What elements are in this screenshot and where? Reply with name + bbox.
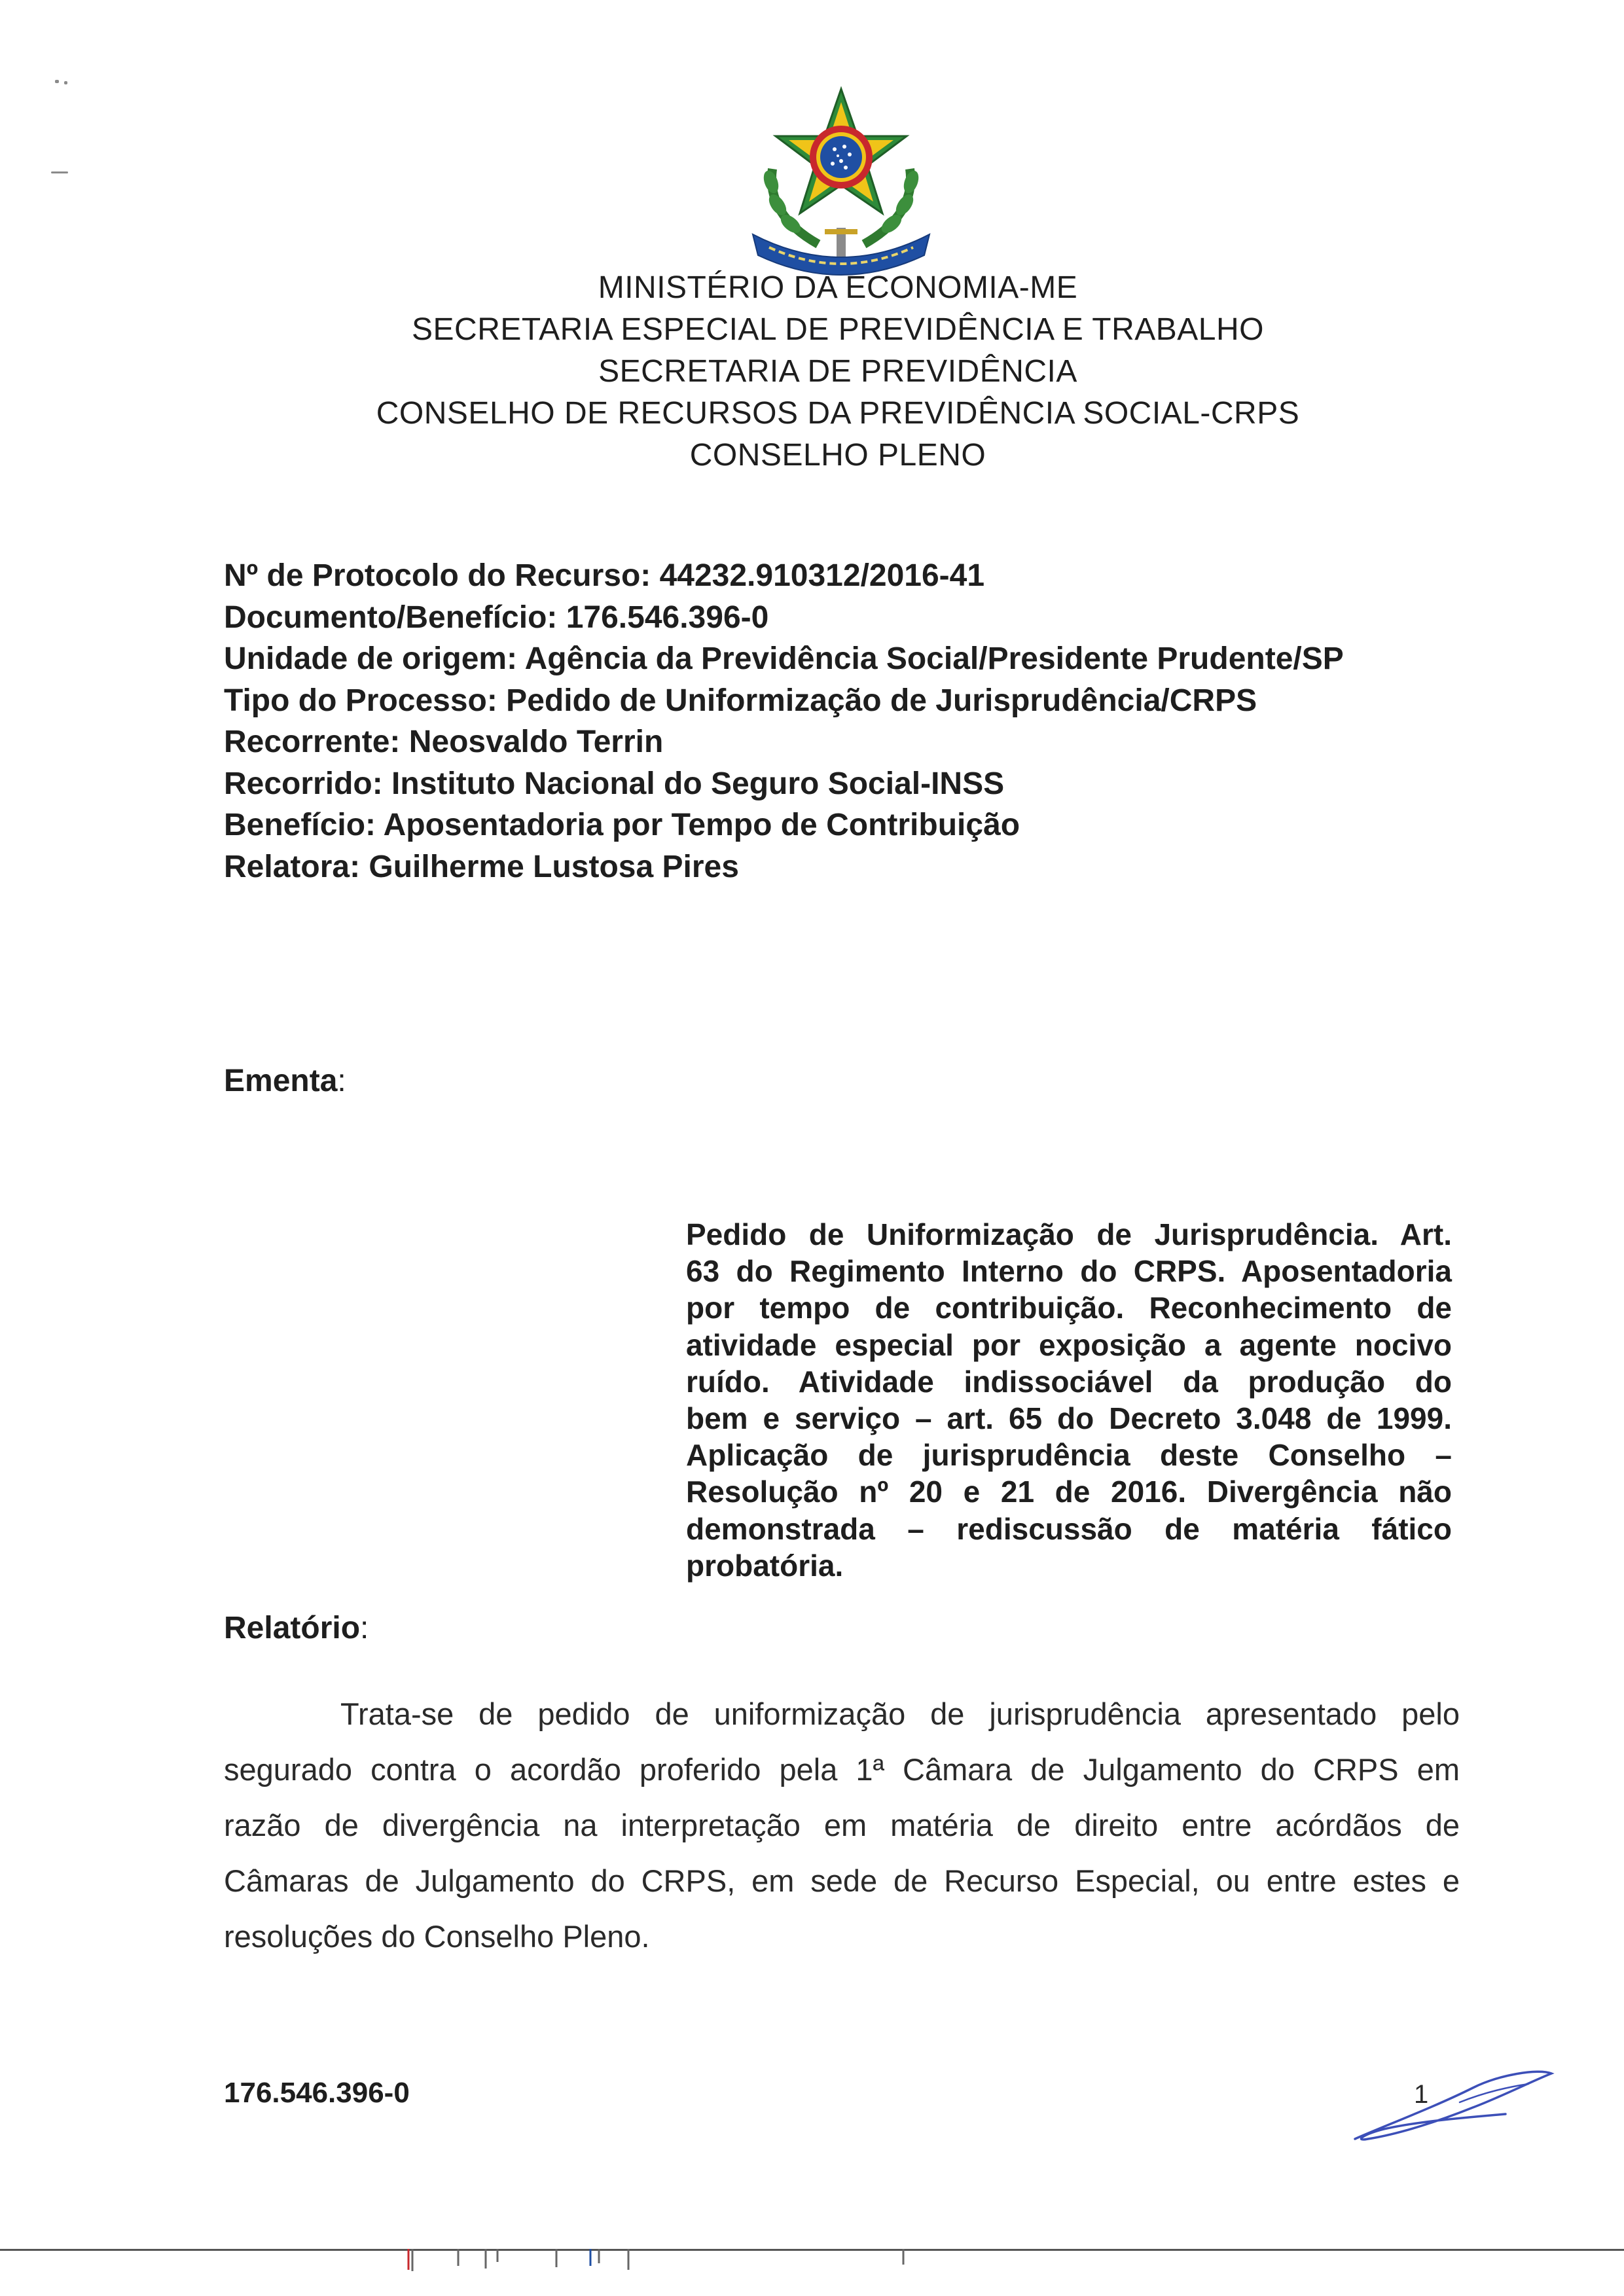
ementa-line: Resolução nº 20 e 21 de 2016. Divergência não [686,1475,1452,1509]
scan-speck [64,81,67,84]
brazil-coat-of-arms-emblem [746,84,936,280]
ementa-line: por tempo de contribuição. Reconhecimento de [686,1291,1452,1325]
relatorio-heading: Relatório: [224,1611,369,1645]
relatorio-label: Relatório [224,1611,361,1645]
header-line: CONSELHO DE RECURSOS DA PREVIDÊNCIA SOCIAL-CRPS [376,396,1300,431]
header-line: CONSELHO PLENO [689,438,986,473]
footer-reference: 176.546.396-0 [224,2077,410,2109]
header-line: SECRETARIA DE PREVIDÊNCIA [598,354,1077,389]
scan-edge-marks [0,2249,1624,2275]
ementa-line: 63 do Regimento Interno do CRPS. Aposentadoria [686,1254,1452,1289]
page-number: 1 [1414,2080,1429,2109]
handwritten-signature [1342,2062,1558,2153]
relatorio-paragraph [224,1686,1460,1964]
process-fields [224,555,1468,888]
institution-header [262,267,1414,476]
field-unidade-origem: Unidade de origem: Agência da Previdência Social/Presidente Prudente/SP [224,641,1344,676]
ementa-line: ruído. Atividade indissociável da produção do [686,1364,1452,1399]
header-line: SECRETARIA ESPECIAL DE PREVIDÊNCIA E TRABALHO [412,312,1264,347]
scan-speck [55,80,59,83]
relatorio-line: resoluções do Conselho Pleno. [224,1919,650,1954]
ementa-line: Aplicação de jurisprudência deste Conselho – [686,1438,1452,1473]
field-tipo-processo: Tipo do Processo: Pedido de Uniformização de Jurisprudência/CRPS [224,683,1257,718]
ementa-heading: Ementa: [224,1064,346,1098]
ementa-line: atividade especial por exposição a agente nocivo [686,1327,1452,1362]
ementa-line: demonstrada – rediscussão de matéria fático [686,1511,1452,1546]
header-line: MINISTÉRIO DA ECONOMIA-ME [598,270,1078,305]
ementa-label: Ementa [224,1064,338,1098]
relatorio-line: segurado contra o acordão proferido pela 1ª Câmara de Julgamento do CRPS em [224,1752,1460,1787]
ementa-text [686,1216,1452,1584]
relatorio-line: Câmaras de Julgamento do CRPS, em sede de Recurso Especial, ou entre estes e [224,1863,1460,1898]
scan-speck [51,171,68,173]
field-documento-beneficio: Documento/Benefício: 176.546.396-0 [224,600,769,635]
relatorio-line: Trata-se de pedido de uniformização de jurisprudência apresentado pelo [340,1696,1460,1731]
field-relatora: Relatora: Guilherme Lustosa Pires [224,849,739,884]
field-recorrente: Recorrente: Neosvaldo Terrin [224,725,664,759]
relatorio-line: razão de divergência na interpretação em matéria de direito entre acórdãos de [224,1808,1460,1842]
field-protocolo: Nº de Protocolo do Recurso: 44232.910312/2016-41 [224,558,985,593]
field-recorrido: Recorrido: Instituto Nacional do Seguro Social-INSS [224,766,1005,801]
ementa-line: Pedido de Uniformização de Jurisprudência. Art. [686,1217,1452,1251]
field-beneficio: Benefício: Aposentadoria por Tempo de Contribuição [224,808,1020,842]
ementa-line: probatória. [686,1548,844,1583]
ementa-line: bem e serviço – art. 65 do Decreto 3.048 de 1999. [686,1401,1452,1436]
